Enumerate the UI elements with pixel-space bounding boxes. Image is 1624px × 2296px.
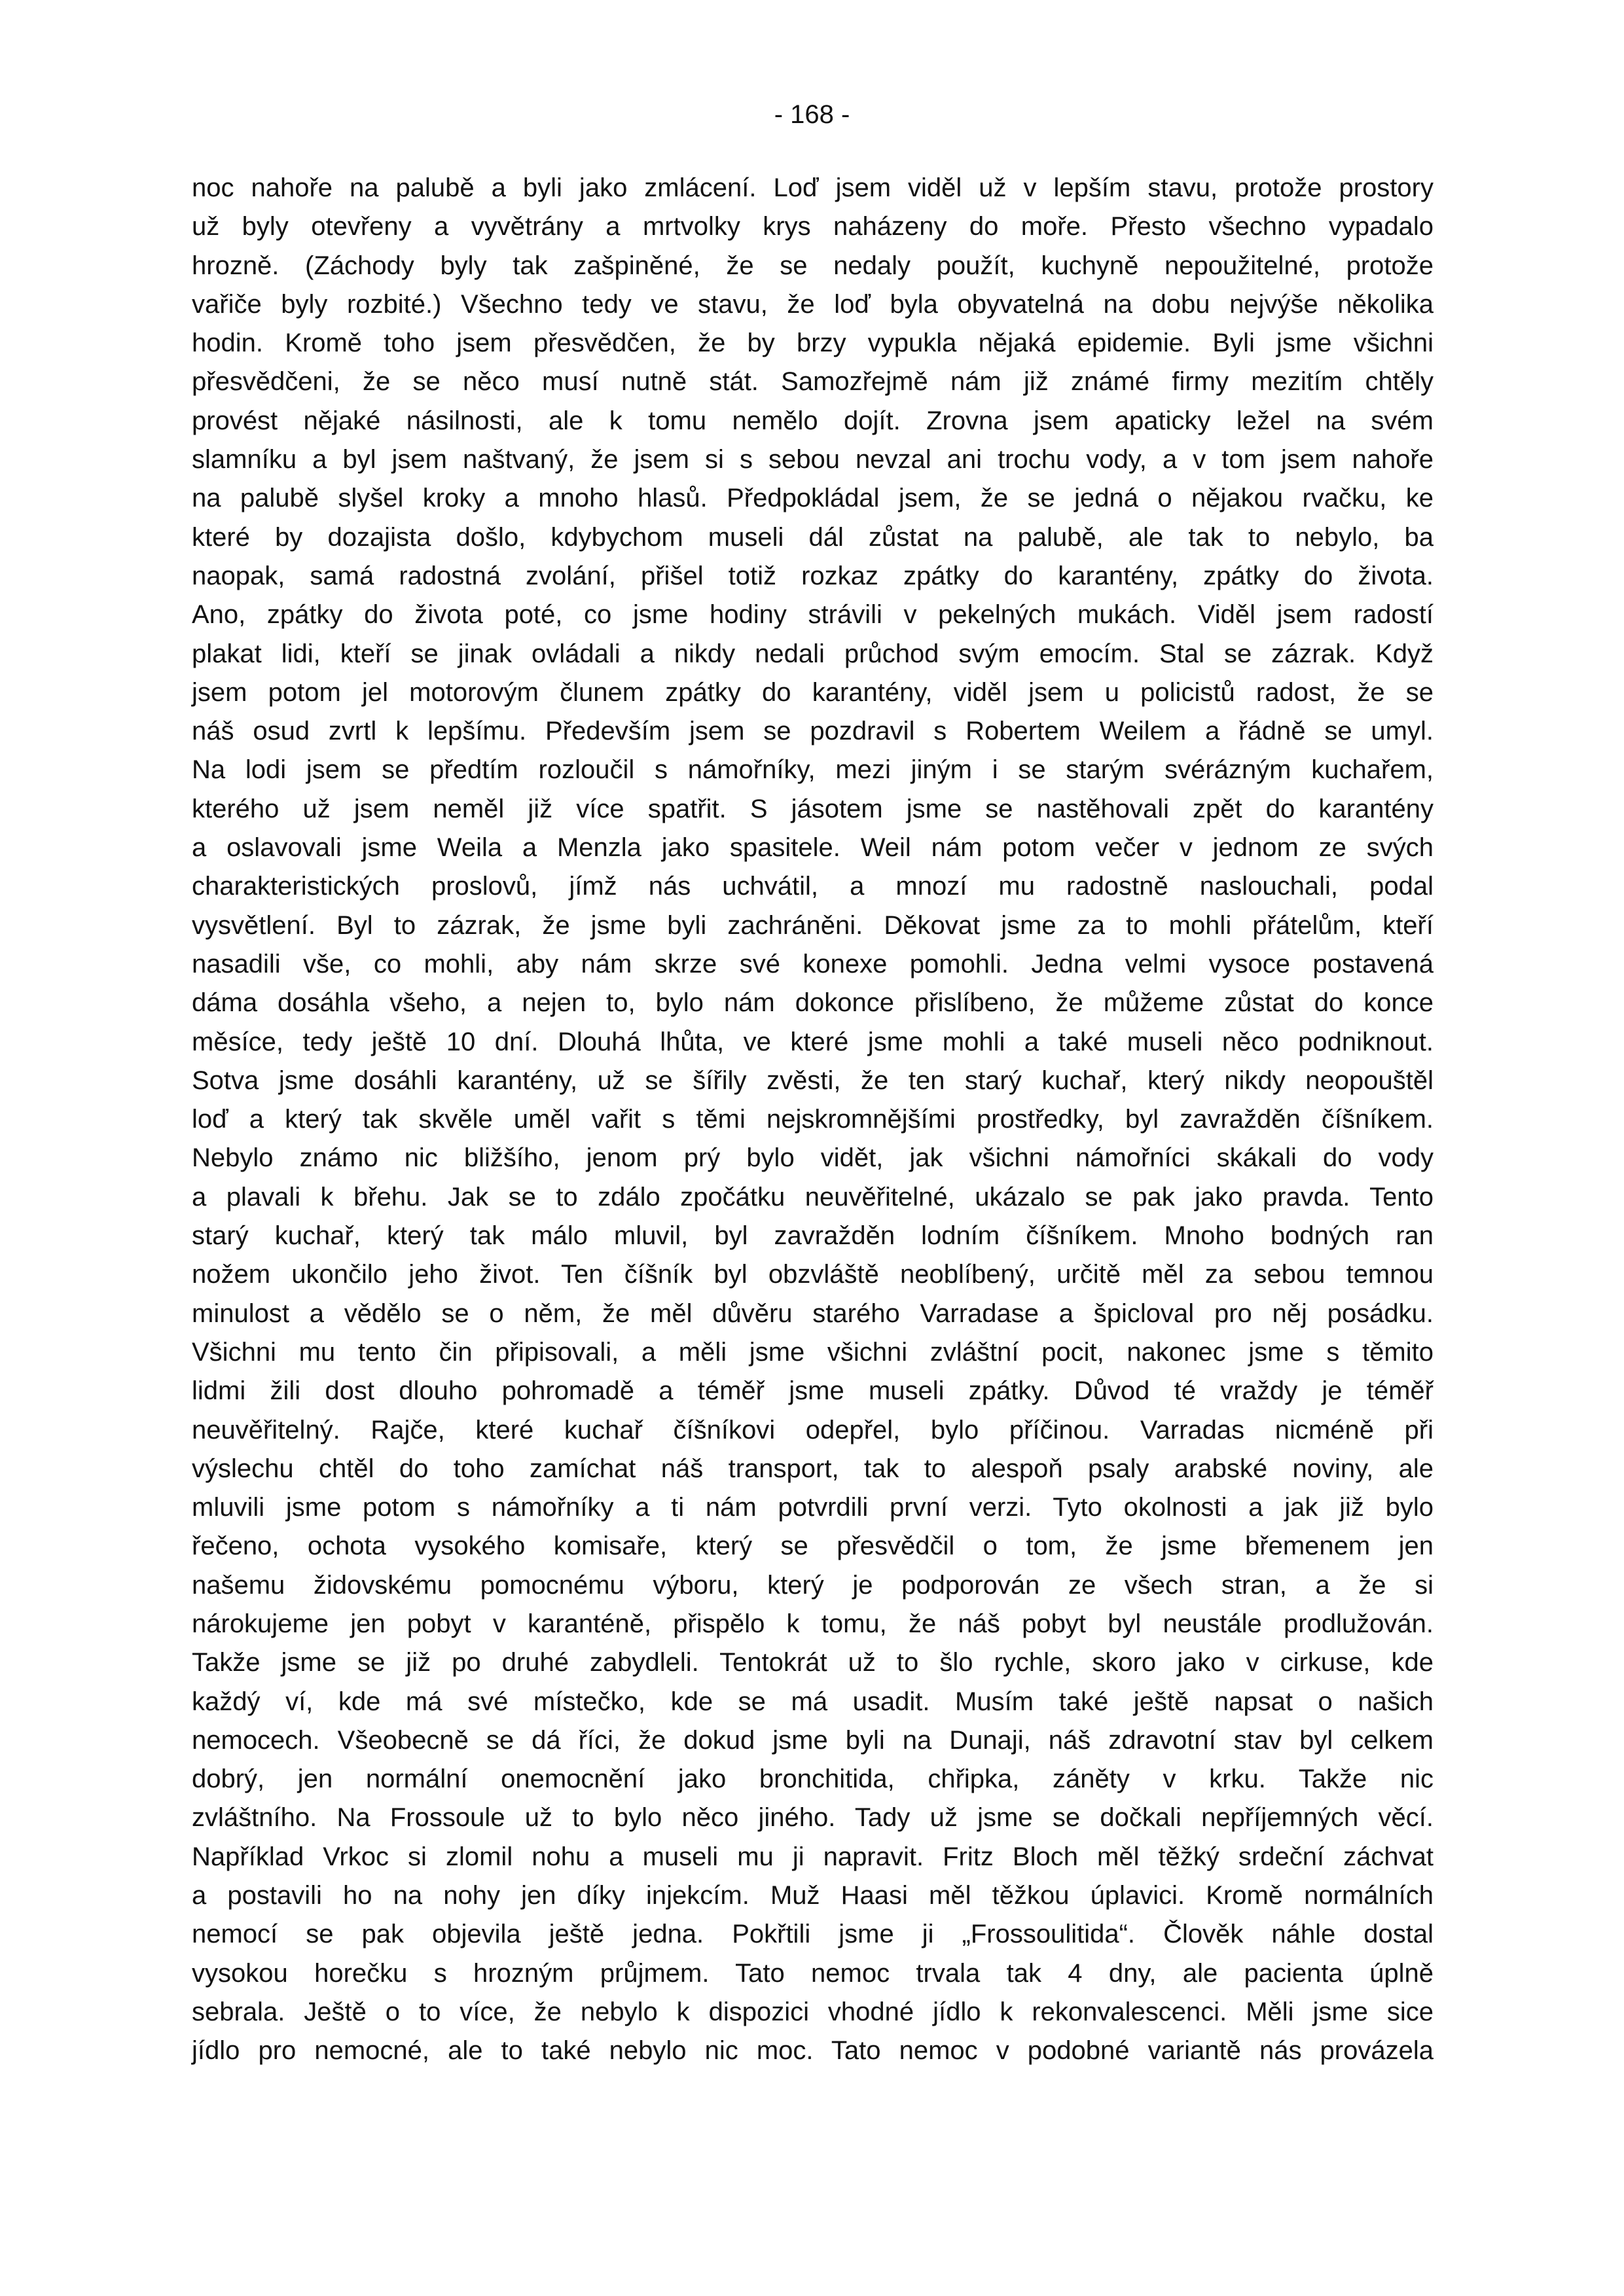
text-line: vysokou horečku s hrozným průjmem. Tato nemoc trvala tak 4 dny, ale pacienta úplně (192, 1958, 1434, 1988)
text-line: hodin. Kromě toho jsem přesvědčen, že by brzy vypukla nějaká epidemie. Byli jsme všichni (192, 329, 1434, 358)
text-line: kterého už jsem neměl již více spatřit. S jásotem jsme se nastěhovali zpět do karantény (192, 794, 1434, 823)
text-line: měsíce, tedy ještě 10 dní. Dlouhá lhůta, ve které jsme mohli a také museli něco podniknout. (192, 1027, 1434, 1056)
page-number: - 168 - (774, 100, 850, 129)
text-line: naopak, samá radostná zvolání, přišel totiž rozkaz zpátky do karantény, zpátky do života. (192, 561, 1434, 590)
text-line: vysvětlení. Byl to zázrak, že jsme byli zachráněni. Děkovat jsme za to mohli přátelům, kteří (192, 910, 1434, 940)
text-line: Na lodi jsem se předtím rozloučil s námořníky, mezi jiným i se starým svérázným kuchařem, (192, 755, 1434, 785)
text-line: na palubě slyšel kroky a mnoho hlasů. Předpokládal jsem, že se jedná o nějakou rvačku, ke (192, 484, 1434, 513)
text-line: loď a který tak skvěle uměl vařit s těmi nejskromnějšími prostředky, byl zavražděn číšníkem. (192, 1105, 1434, 1134)
text-line: zvláštního. Na Frossoule už to bylo něco jiného. Tady už jsme se dočkali nepříjemných věcí. (192, 1803, 1434, 1833)
text-line: našemu židovskému pomocnému výboru, který je podporován ze všech stran, a že si (192, 1570, 1434, 1600)
text-line: už byly otevřeny a vyvětrány a mrtvolky krys naházeny do moře. Přesto všechno vypadalo (192, 212, 1434, 242)
body-text (192, 169, 1434, 2071)
text-line: noc nahoře na palubě a byli jako zmlácení. Loď jsem viděl už v lepším stavu, protože prostory (192, 173, 1434, 202)
text-line: Takže jsme se již po druhé zabydleli. Tentokrát už to šlo rychle, skoro jako v cirkuse, kde (192, 1648, 1434, 1677)
text-line: každý ví, kde má své místečko, kde se má usadit. Musím také ještě napsat o našich (192, 1687, 1434, 1716)
text-line: nožem ukončilo jeho život. Ten číšník byl obzvláště neoblíbený, určitě měl za sebou temnou (192, 1260, 1434, 1289)
text-line: lidmi žili dost dlouho pohromadě a téměř jsme museli zpátky. Důvod té vraždy je téměř (192, 1376, 1434, 1406)
text-line: hrozně. (Záchody byly tak zašpiněné, že se nedaly použít, kuchyně nepoužitelné, protože (192, 251, 1434, 280)
text-line: Všichni mu tento čin připisovali, a měli jsme všichni zvláštní pocit, nakonec jsme s těmito (192, 1337, 1434, 1367)
text-line: dobrý, jen normální onemocnění jako bronchitida, chřipka, záněty v krku. Takže nic (192, 1765, 1434, 1794)
text-line: provést nějaké násilnosti, ale k tomu nemělo dojít. Zrovna jsem apaticky ležel na svém (192, 406, 1434, 435)
text-line: minulost a vědělo se o něm, že měl důvěru starého Varradase a špicloval pro něj posádku. (192, 1299, 1434, 1328)
text-line: výslechu chtěl do toho zamíchat náš transport, tak to alespoň psaly arabské noviny, ale (192, 1454, 1434, 1483)
text-line: jsem potom jel motorovým člunem zpátky do karantény, viděl jsem u policistů radost, že se (192, 677, 1434, 707)
text-line: a oslavovali jsme Weila a Menzla jako spasitele. Weil nám potom večer v jednom ze svých (192, 833, 1434, 863)
text-line: sebrala. Ještě o to více, že nebylo k dispozici vhodné jídlo k rekonvalescenci. Měli jsme sice (192, 1997, 1434, 2026)
text-line: jídlo pro nemocné, ale to také nebylo nic moc. Tato nemoc v podobné variantě nás provázela (192, 2036, 1434, 2066)
text-line: vařiče byly rozbité.) Všechno tedy ve stavu, že loď byla obyvatelná na dobu nejvýše několika (192, 289, 1434, 319)
text-line: slamníku a byl jsem naštvaný, že jsem si s sebou nevzal ani trochu vody, a v tom jsem nahoře (192, 445, 1434, 475)
text-line: nemocech. Všeobecně se dá říci, že dokud jsme byli na Dunaji, náš zdravotní stav byl celkem (192, 1725, 1434, 1755)
text-line: plakat lidi, kteří se jinak ovládali a nikdy nedali průchod svým emocím. Stal se zázrak. Když (192, 639, 1434, 668)
text-line: dáma dosáhla všeho, a nejen to, bylo nám dokonce přislíbeno, že můžeme zůstat do konce (192, 988, 1434, 1018)
text-line: řečeno, ochota vysokého komisaře, který se přesvědčil o tom, že jsme břemenem jen (192, 1532, 1434, 1561)
text-line: neuvěřitelný. Rajče, které kuchař číšníkovi odepřel, bylo příčinou. Varradas nicméně při (192, 1415, 1434, 1444)
text-line: a plavali k břehu. Jak se to zdálo zpočátku neuvěřitelné, ukázalo se pak jako pravda. Tento (192, 1182, 1434, 1211)
text-line: starý kuchař, který tak málo mluvil, byl zavražděn lodním číšníkem. Mnoho bodných ran (192, 1221, 1434, 1251)
text-line: Ano, zpátky do života poté, co jsme hodiny strávili v pekelných mukách. Viděl jsem radostí (192, 600, 1434, 630)
text-line: nárokujeme jen pobyt v karanténě, přispělo k tomu, že náš pobyt byl neustále prodlužován. (192, 1609, 1434, 1638)
text-line: charakteristických proslovů, jímž nás uchvátil, a mnozí mu radostně naslouchali, podal (192, 872, 1434, 901)
text-line: nemocí se pak objevila ještě jedna. Pokřtili jsme ji „Frossoulitida“. Člověk náhle dostal (192, 1920, 1434, 1949)
text-line: Sotva jsme dosáhli karantény, už se šířily zvěsti, že ten starý kuchař, který nikdy neopouštěl (192, 1066, 1434, 1095)
text-line: Například Vrkoc si zlomil nohu a museli mu ji napravit. Fritz Bloch měl těžký srdeční záchvat (192, 1842, 1434, 1871)
text-line: mluvili jsme potom s námořníky a ti nám potvrdili první verzi. Tyto okolnosti a jak již bylo (192, 1493, 1434, 1522)
text-line: přesvědčeni, že se něco musí nutně stát. Samozřejmě nám již známé firmy mezitím chtěly (192, 367, 1434, 397)
text-line: které by dozajista došlo, kdybychom museli dál zůstat na palubě, ale tak to nebylo, ba (192, 522, 1434, 552)
text-line: nasadili vše, co mohli, aby nám skrze své konexe pomohli. Jedna velmi vysoce postavená (192, 949, 1434, 978)
text-line: Nebylo známo nic bližšího, jenom prý bylo vidět, jak všichni námořníci skákali do vody (192, 1143, 1434, 1173)
text-line: náš osud zvrtl k lepšímu. Především jsem se pozdravil s Robertem Weilem a řádně se umyl. (192, 717, 1434, 746)
text-line: a postavili ho na nohy jen díky injekcím. Muž Haasi měl těžkou úplavici. Kromě normálních (192, 1881, 1434, 1910)
